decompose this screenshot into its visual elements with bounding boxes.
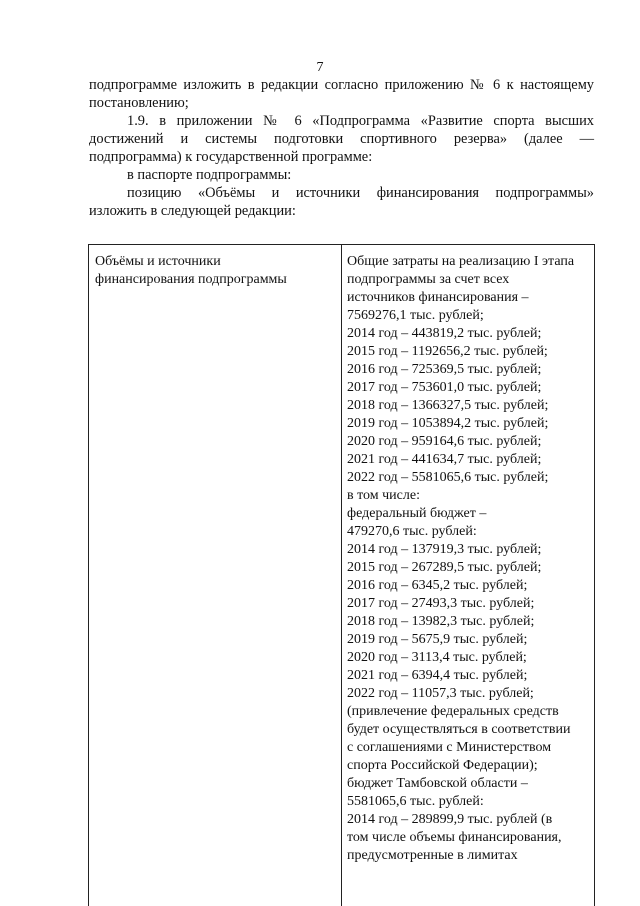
- right-line: 2018 год – 1366327,5 тыс. рублей;: [347, 398, 549, 413]
- position-line-2: изложить в следующей редакции:: [89, 203, 296, 219]
- right-line: спорта Российской Федерации);: [347, 758, 538, 773]
- item-1-9-line-2: [89, 130, 594, 148]
- right-line: 2014 год – 137919,3 тыс. рублей;: [347, 542, 542, 557]
- intro-text: [89, 76, 594, 220]
- funding-table: [88, 244, 595, 906]
- right-line: 7569276,1 тыс. рублей;: [347, 308, 484, 323]
- word: финансирования: [376, 185, 480, 201]
- right-line: 2017 год – 753601,0 тыс. рублей;: [347, 380, 542, 395]
- left-line: Объёмы и источники: [95, 254, 221, 269]
- word: достижений: [89, 131, 164, 147]
- right-line: источников финансирования –: [347, 290, 529, 305]
- right-line: предусмотренные в лимитах: [347, 848, 518, 863]
- right-line: федеральный бюджет –: [347, 506, 487, 521]
- word: подпрограммы»: [495, 185, 594, 201]
- right-line: подпрограммы за счет всех: [347, 272, 510, 287]
- right-line: (привлечение федеральных средств: [347, 704, 559, 719]
- column-divider: [341, 245, 342, 906]
- intro-line-1: подпрограмме изложить в редакции согласно приложению № 6 к настоящему: [89, 77, 594, 93]
- right-line: 2022 год – 11057,3 тыс. рублей;: [347, 686, 534, 701]
- passport-line: в паспорте подпрограммы:: [127, 167, 292, 183]
- word: и: [180, 131, 189, 147]
- right-line: 2016 год – 6345,2 тыс. рублей;: [347, 578, 528, 593]
- word: «Объёмы: [197, 185, 256, 201]
- right-line: 479270,6 тыс. рублей:: [347, 524, 477, 539]
- right-line: 2014 год – 289899,9 тыс. рублей (в: [347, 812, 553, 827]
- word: источники: [295, 185, 361, 201]
- table-right-cell: [347, 253, 593, 865]
- right-line: будет осуществляться в соответствии: [347, 722, 571, 737]
- right-line: 2021 год – 6394,4 тыс. рублей;: [347, 668, 528, 683]
- right-line: 2014 год – 443819,2 тыс. рублей;: [347, 326, 542, 341]
- word: и: [271, 185, 280, 201]
- right-line: 2016 год – 725369,5 тыс. рублей;: [347, 362, 542, 377]
- word: резерва»: [453, 131, 508, 147]
- right-line: 2019 год – 5675,9 тыс. рублей;: [347, 632, 528, 647]
- right-line: 2015 год – 267289,5 тыс. рублей;: [347, 560, 542, 575]
- right-line: Общие затраты на реализацию I этапа: [347, 254, 575, 269]
- right-line: 2021 год – 441634,7 тыс. рублей;: [347, 452, 542, 467]
- word: (далее: [524, 131, 563, 147]
- right-line: с соглашениями с Министерством: [347, 740, 552, 755]
- word: подготовки: [274, 131, 344, 147]
- position-line-1: [89, 184, 594, 202]
- right-line: 2020 год – 959164,6 тыс. рублей;: [347, 434, 542, 449]
- intro-line-2: постановлению;: [89, 95, 189, 111]
- word: системы: [205, 131, 258, 147]
- right-line: бюджет Тамбовской области –: [347, 776, 528, 791]
- right-line: 2022 год – 5581065,6 тыс. рублей;: [347, 470, 549, 485]
- right-line: 2017 год – 27493,3 тыс. рублей;: [347, 596, 535, 611]
- right-line: 2020 год – 3113,4 тыс. рублей;: [347, 650, 527, 665]
- right-line: 5581065,6 тыс. рублей:: [347, 794, 484, 809]
- table-left-cell: [95, 253, 335, 289]
- word: —: [579, 131, 594, 147]
- right-line: том числе объемы финансирования,: [347, 830, 562, 845]
- right-line: в том числе:: [347, 488, 420, 503]
- left-line: финансирования подпрограммы: [95, 272, 287, 287]
- word: спортивного: [360, 131, 437, 147]
- right-line: 2019 год – 1053894,2 тыс. рублей;: [347, 416, 549, 431]
- page-number: 7: [316, 60, 324, 75]
- right-line: 2015 год – 1192656,2 тыс. рублей;: [347, 344, 548, 359]
- item-1-9-line-1: 1.9. в приложении № 6 «Подпрограмма «Развитие спорта высших: [127, 113, 594, 129]
- item-1-9-line-3: подпрограмма) к государственной программе:: [89, 149, 373, 165]
- word: позицию: [127, 185, 182, 201]
- right-line: 2018 год – 13982,3 тыс. рублей;: [347, 614, 535, 629]
